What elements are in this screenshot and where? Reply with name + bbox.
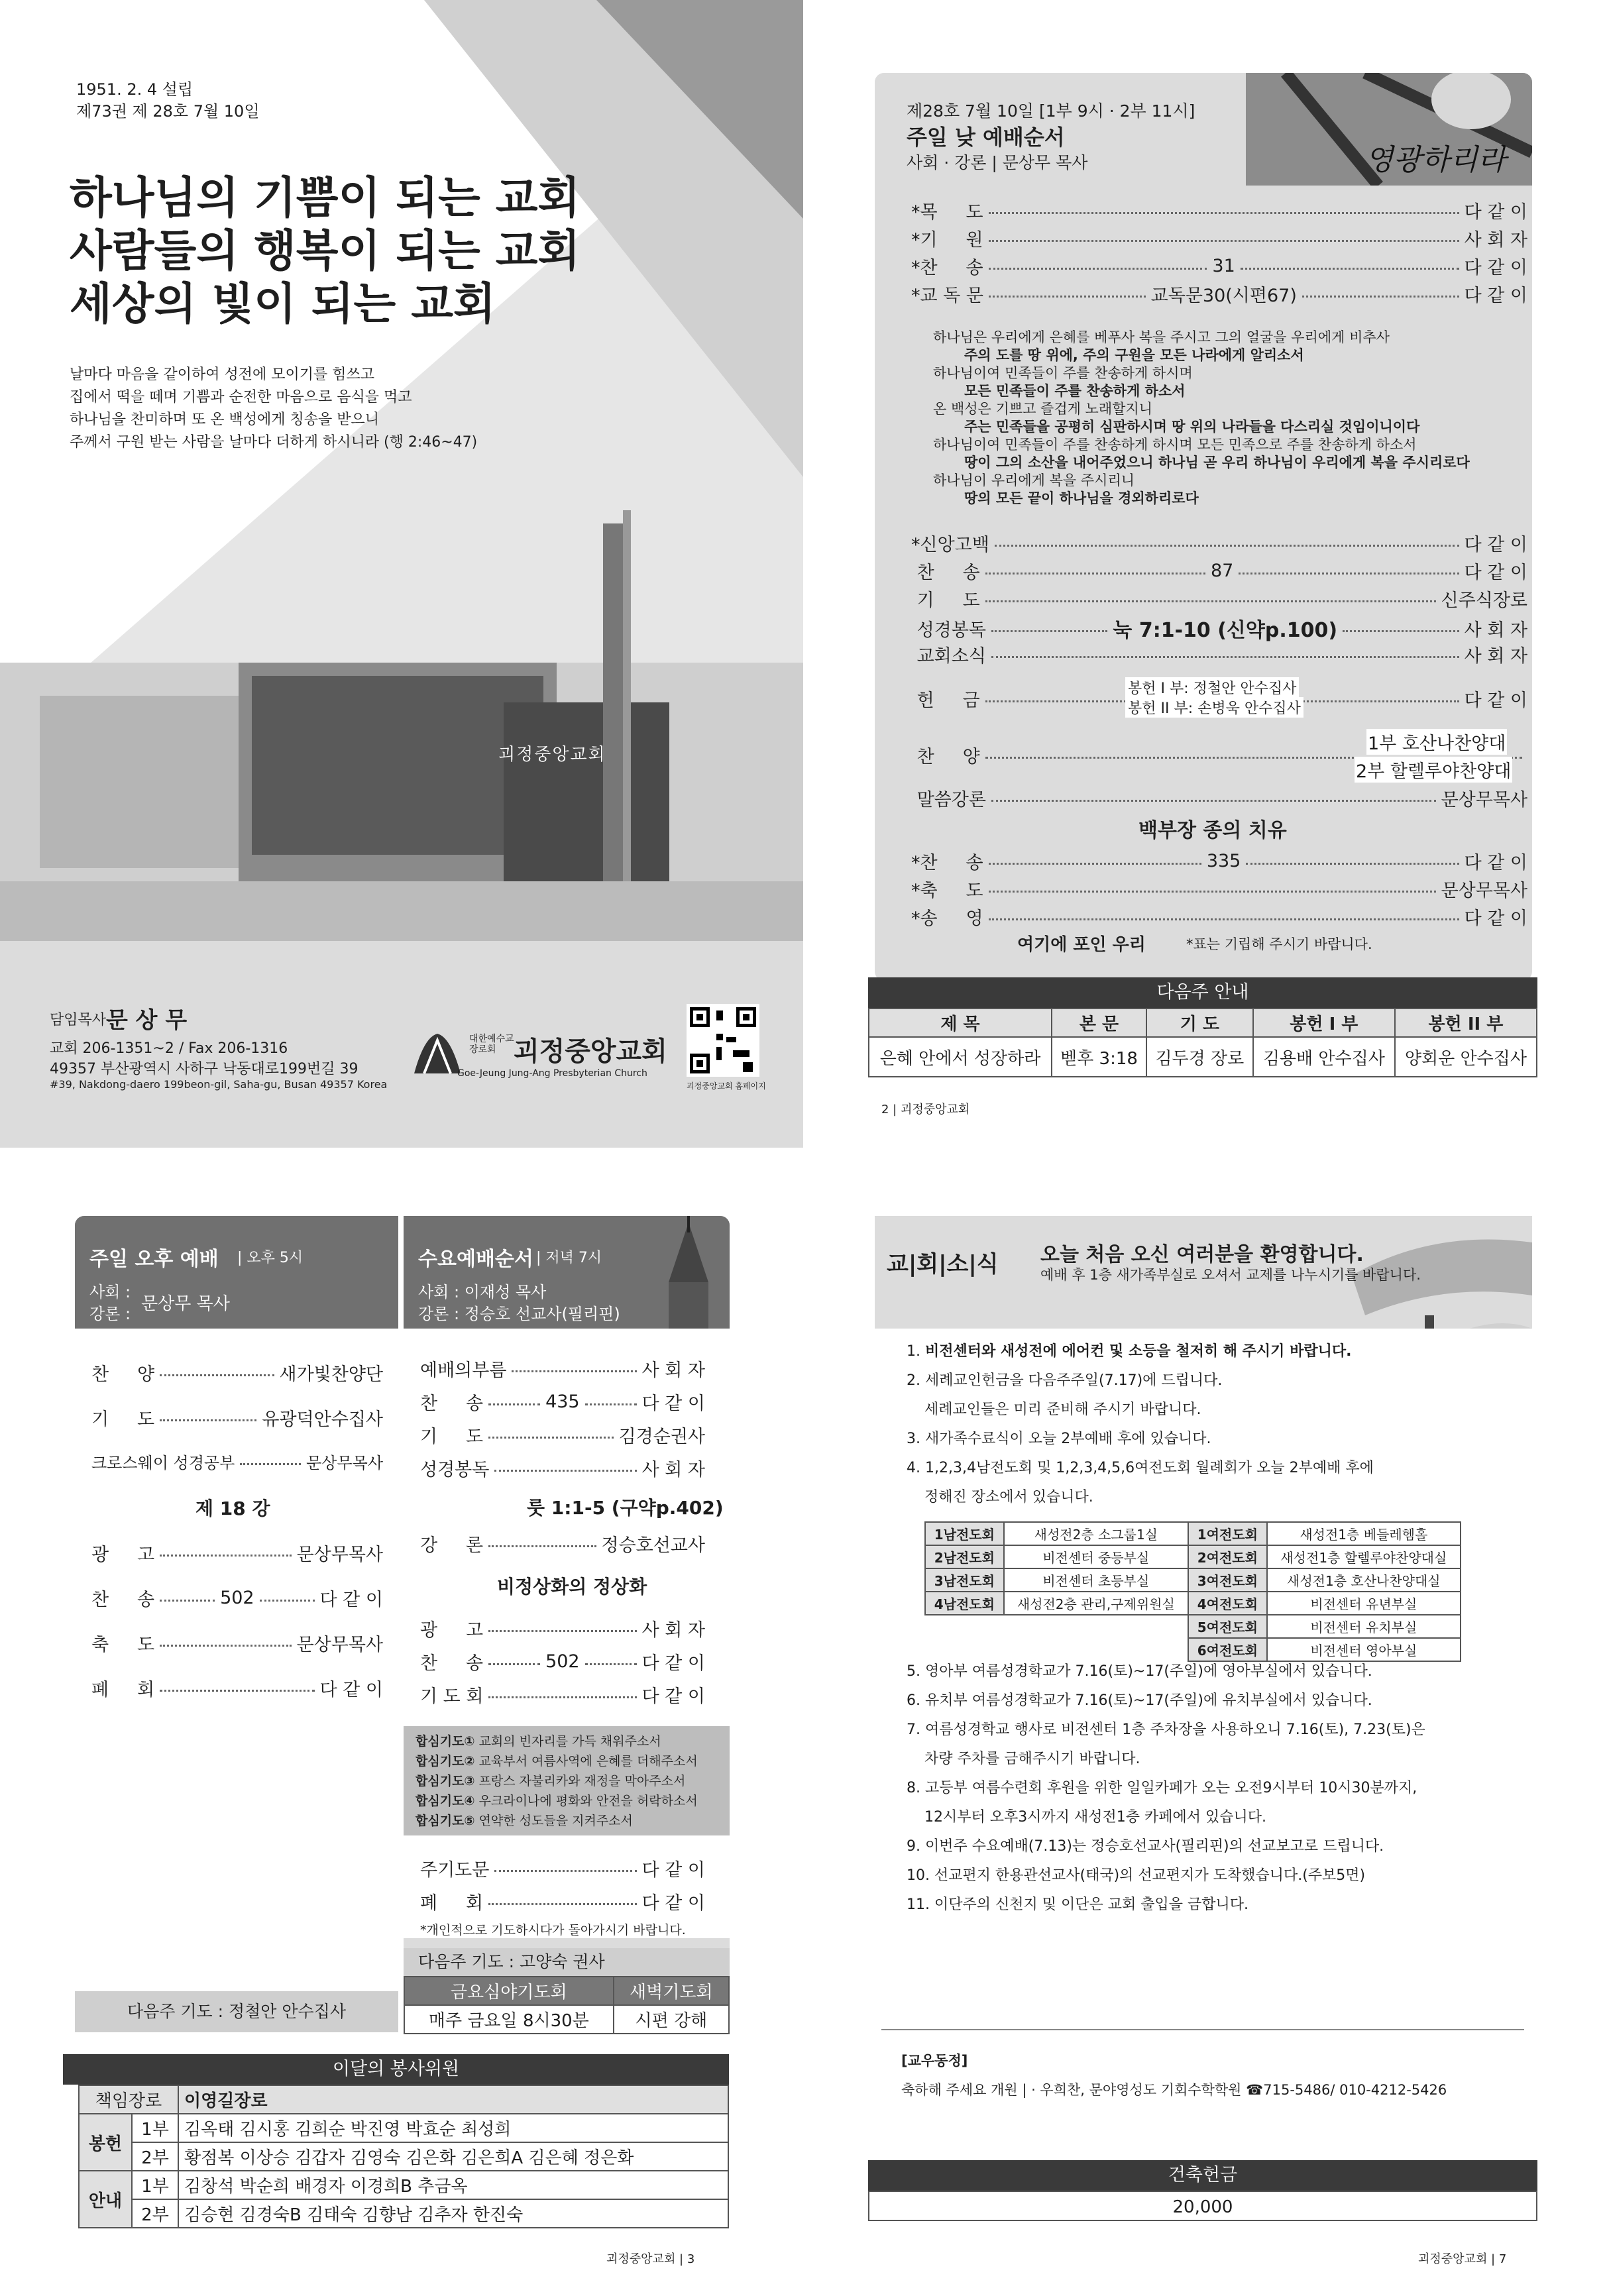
servants-names: 김승현 김경숙B 김태숙 김향남 김추자 한진숙 — [178, 2199, 728, 2228]
founded-date: 1951. 2. 4 설립 — [76, 80, 194, 99]
servants-part: 1부 — [132, 2114, 178, 2142]
order-title: 주일 낮 예배순서 — [907, 125, 1065, 150]
wednesday-item: 폐 회 다 같 이 — [420, 1893, 705, 1914]
servants-part: 2부 — [132, 2142, 178, 2171]
logo-small-text: 대한예수교 장로회 — [469, 1034, 514, 1055]
verse-line-1: 날마다 마음을 같이하여 성전에 모이기를 힘쓰고 — [70, 366, 375, 383]
servants-names: 김창석 박순희 배경자 이경희B 추금옥 — [178, 2171, 728, 2199]
order-item-scripture: 성경봉독 눅 7:1-10 (신약p.100) 사 회 자 — [911, 619, 1528, 642]
servants-title: 이달의 봉사위원 — [332, 2059, 460, 2079]
wednesday-item: 기 도 회 다 같 이 — [420, 1686, 705, 1707]
afternoon-item: 찬 송 502 다 같 이 — [91, 1588, 384, 1610]
next-week-table — [868, 1008, 1537, 1077]
meeting-cell: 3여전도회 — [1188, 1568, 1267, 1592]
slogan-2: 사람들의 행복이 되는 교회 — [70, 225, 581, 276]
afternoon-next-prayer-bar — [75, 1991, 398, 2032]
meeting-cell: 비전센터 영아부실 — [1267, 1638, 1461, 1661]
prayer-table-header: 새벽기도회 — [614, 1977, 729, 2005]
welcome-sub: 예배 후 1층 새가족부실로 오셔서 교제를 나누시기를 바랍니다. — [1040, 1267, 1421, 1283]
issue-volume: 제73권 제 28호 7월 10일 — [76, 102, 260, 121]
wednesday-item: 강 론 정승호선교사 — [420, 1535, 705, 1556]
servants-lead: 이영길장로 — [178, 2085, 728, 2114]
order-item-offering: 헌 금 다 같 이 — [911, 690, 1527, 711]
servants-group: 안내 — [79, 2171, 132, 2228]
servants-names: 김옥태 김시홍 김희순 박진영 박효순 최성희 — [178, 2114, 728, 2142]
wednesday-item: 찬 송 435 다 같 이 — [420, 1392, 706, 1414]
next-week-header — [868, 977, 1537, 1008]
wednesday-item: 기 도 김경순권사 — [420, 1427, 705, 1447]
afternoon-title: 주일 오후 예배 — [89, 1248, 219, 1271]
afternoon-speaker-label: 강론 : — [89, 1305, 131, 1323]
order-item-invocation-silence: *목 도 다 같 이 — [911, 202, 1527, 223]
meeting-cell: 비전센터 초등부실 — [1004, 1568, 1188, 1592]
afternoon-next-prayer: 다음주 기도 : 정철안 안수집사 — [127, 2002, 346, 2021]
reading-line: 온 백성은 기쁘고 즐겁게 노래할지니 — [933, 401, 1152, 417]
order-item-news: 교회소식 사 회 자 — [911, 646, 1527, 667]
meeting-cell: 비전센터 유년부실 — [1267, 1592, 1461, 1615]
order-footer-note: *표는 기립해 주시기 바랍니다. — [1186, 936, 1372, 952]
servants-group: 봉헌 — [79, 2114, 132, 2171]
prayer-item: 합심기도④ 우크라이나에 평화와 안전을 허락하소서 — [416, 1794, 698, 1808]
wednesday-item: 주기도문 다 같 이 — [420, 1860, 705, 1881]
church-logo-icon — [411, 1030, 464, 1077]
wednesday-item: 성경봉독 사 회 자 — [420, 1460, 705, 1480]
prayer-table-value: 매주 금요일 8시30분 — [404, 2005, 614, 2034]
news-item: 7. 여름성경학교 행사로 비전센터 1층 주차장을 사용하오니 7.16(토), 7.23(토)은 — [907, 1722, 1425, 1738]
meeting-cell: 1남전도회 — [925, 1522, 1004, 1545]
page-label: 괴정중앙교회 | 3 — [606, 2252, 695, 2266]
news-item: 차량 주차를 금해주시기 바랍니다. — [924, 1751, 1140, 1767]
meeting-cell: 새성전1층 베들레헴홀 — [1267, 1522, 1461, 1545]
prayer-item: 합심기도③ 프랑스 자불리카와 재정을 막아주소서 — [416, 1774, 686, 1788]
qr-code-icon[interactable] — [687, 1004, 759, 1077]
logo-en: Goe-Jeung Jung-Ang Presbyterian Church — [457, 1068, 647, 1079]
reading-line: 주의 도를 땅 위에, 주의 구원을 모든 나라에게 알리소서 — [964, 347, 1304, 363]
church-phone: 교회 206-1351~2 / Fax 206-1316 — [50, 1040, 288, 1057]
order-item-benediction: *축 도 문상무목사 — [911, 881, 1527, 901]
meeting-cell: 비전센터 중등부실 — [1004, 1545, 1188, 1568]
news-title: 교|회|소|식 — [887, 1251, 999, 1278]
order-footer: 여기에 포인 우리 — [1017, 935, 1146, 955]
servants-names: 황점복 이상승 김갑자 김영숙 김은화 김은희A 김은혜 정은화 — [178, 2142, 728, 2171]
wednesday-time: | 저녁 7시 — [536, 1250, 602, 1266]
meeting-cell: 3남전도회 — [925, 1568, 1004, 1592]
building-fund-amount: 20,000 — [1172, 2197, 1233, 2217]
verse-line-2: 집에서 떡을 떼며 기쁨과 순전한 마음으로 음식을 먹고 — [70, 389, 412, 406]
next-value: 김용배 안수집사 — [1253, 1037, 1395, 1077]
order-leaders: 사회 · 강론 | 문상무 목사 — [907, 153, 1088, 172]
church-address-en: #39, Nakdong-daero 199beon-gil, Saha-gu, Busan 49357 Korea — [50, 1078, 388, 1091]
order-item-hymn: 찬 송 87 다 같 이 — [911, 561, 1528, 583]
order-item-creed: *신앙고백 다 같 이 — [911, 535, 1527, 555]
afternoon-time: | 오후 5시 — [237, 1250, 304, 1266]
meeting-cell: 4여전도회 — [1188, 1592, 1267, 1615]
wednesday-item: 찬 송 502 다 같 이 — [420, 1651, 706, 1674]
servants-header — [63, 2054, 729, 2085]
news-item: 3. 새가족수료식이 오늘 2부예배 후에 있습니다. — [907, 1431, 1211, 1447]
servants-part: 1부 — [132, 2171, 178, 2199]
church-spire-icon — [649, 1216, 730, 1329]
building-fund-header — [868, 2160, 1537, 2191]
meeting-cell: 새성전1층 할렐루야찬양대실 — [1267, 1545, 1461, 1568]
welcome-title: 오늘 처음 오신 여러분을 환영합니다. — [1040, 1243, 1364, 1266]
news-item: 10. 선교편지 한용관선교사(태국)의 선교편지가 도착했습니다.(주보5면) — [907, 1867, 1366, 1884]
wednesday-next-prayer-bar — [404, 1948, 730, 1976]
qr-caption: 괴정중앙교회 홈페이지 — [687, 1081, 766, 1091]
wednesday-note: *개인적으로 기도하시다가 돌아가시기 바랍니다. — [420, 1923, 686, 1938]
verse-line-4: 주께서 구원 받는 사람을 날마다 더하게 하시니라 (행 2:46~47) — [70, 434, 478, 451]
reading-line: 하나님이 우리에게 복을 주시리니 — [933, 472, 1135, 488]
church-logo: 괴정중앙교회 — [514, 1036, 667, 1067]
next-header: 봉헌 I 부 — [1253, 1009, 1395, 1037]
afternoon-item: 크로스웨이 성경공부 문상무목사 — [91, 1454, 383, 1472]
next-header: 기 도 — [1146, 1009, 1253, 1037]
afternoon-lesson: 제 18 강 — [195, 1498, 270, 1519]
news-divider — [881, 2029, 1524, 2030]
page-label: 2 | 괴정중앙교회 — [881, 1103, 970, 1117]
offering-line-2: 봉헌 II 부: 손병욱 안수집사 — [1125, 697, 1303, 718]
wednesday-host: 사회 : 이재성 목사 — [418, 1283, 547, 1301]
members-news: 축하해 주세요 개원 | · 우희찬, 문야영성도 기회수학학원 ☎715-5486/ 010-4212-5426 — [901, 2082, 1447, 2098]
members-label: [교우동정] — [901, 2053, 968, 2069]
afternoon-item: 찬 양 새가빛찬양단 — [91, 1364, 383, 1385]
reading-line: 하나님이여 민족들이 주를 찬송하게 하시며 모든 민족으로 주를 찬송하게 하소서 — [933, 437, 1417, 453]
meeting-cell: 비전센터 유치부실 — [1267, 1615, 1461, 1638]
afternoon-item: 폐 회 다 같 이 — [91, 1680, 383, 1700]
news-item: 세례교인들은 미리 준비해 주시기 바랍니다. — [924, 1401, 1201, 1418]
next-value: 양회운 안수집사 — [1395, 1037, 1537, 1077]
issue-header: 제28호 7월 10일 [1부 9시 · 2부 11시] — [907, 101, 1195, 121]
cover-panel — [0, 0, 803, 1148]
afternoon-host-label: 사회 : — [89, 1283, 131, 1301]
building-fund-row — [868, 2191, 1537, 2221]
wednesday-speaker: 강론 : 정승호 선교사(필리핀) — [418, 1305, 620, 1323]
reading-line: 땅이 그의 소산을 내어주었으니 하나님 곧 우리 하나님이 우리에게 복을 주시리로다 — [964, 455, 1470, 470]
news-item: 2. 세례교인헌금을 다음주주일(7.17)에 드립니다. — [907, 1372, 1223, 1389]
next-header: 본 문 — [1052, 1009, 1146, 1037]
order-item-hymn: *찬 송 335 다 같 이 — [911, 851, 1528, 873]
meeting-cell: 2남전도회 — [925, 1545, 1004, 1568]
afternoon-item: 기 도 유광덕안수집사 — [91, 1409, 383, 1430]
news-item: 9. 이번주 수요예배(7.13)는 정승호선교사(필리핀)의 선교보고로 드립니다. — [907, 1838, 1384, 1855]
meeting-cell: 5여전도회 — [1188, 1615, 1267, 1638]
next-header: 봉헌 II 부 — [1395, 1009, 1537, 1037]
choir-line-2: 2부 할렐루야찬양대 — [1355, 757, 1512, 783]
wednesday-item: 광 고 사 회 자 — [420, 1620, 705, 1641]
meeting-cell: 6여전도회 — [1188, 1638, 1267, 1661]
next-week-title: 다음주 안내 — [1156, 982, 1249, 1003]
afternoon-panel — [75, 1216, 398, 2032]
verse-line-3: 하나님을 찬미하며 또 온 백성에게 칭송을 받으니 — [70, 411, 380, 428]
slogan-1: 하나님의 기쁨이 되는 교회 — [70, 172, 581, 223]
script-title: 영광하리라 — [1365, 143, 1506, 177]
reading-line: 땅의 모든 끝이 하나님을 경외하리로다 — [964, 490, 1199, 506]
next-value: 벧후 3:18 — [1052, 1037, 1146, 1077]
building-sign: 괴정중앙교회 — [498, 745, 606, 765]
order-item-choir: 찬 양 — [911, 742, 1527, 768]
meeting-cell: 새성전2층 관리,구제위원실 — [1004, 1592, 1188, 1615]
afternoon-item: 광 고 문상무목사 — [91, 1545, 383, 1565]
order-item-sermon: 말씀강론 문상무목사 — [911, 790, 1527, 810]
pastor-name: 문 상 무 — [106, 1007, 188, 1034]
reading-line: 하나님이여 민족들이 주를 찬송하게 하시며 — [933, 365, 1193, 381]
order-item-prayer: 기 도 신주식장로 — [911, 590, 1527, 611]
meeting-cell: 2여전도회 — [1188, 1545, 1267, 1568]
order-item-hymn: *찬 송 31 다 같 이 — [911, 256, 1528, 278]
meeting-cell: 새성전1층 호산나찬양대실 — [1267, 1568, 1461, 1592]
news-item: 1. 비전센터와 새성전에 에어컨 및 소등을 철저히 해 주시기 바랍니다. — [907, 1343, 1352, 1360]
wednesday-next-prayer: 다음주 기도 : 고양숙 권사 — [418, 1952, 605, 1971]
next-header: 제 목 — [869, 1009, 1052, 1037]
wednesday-item: 예배의부름 사 회 자 — [420, 1360, 705, 1381]
news-item: 8. 고등부 여름수련회 후원을 위한 일일카페가 오는 오전9시부터 10시30분까지, — [907, 1780, 1417, 1796]
sermon-title: 백부장 종의 치유 — [1138, 819, 1287, 842]
prayer-table-header: 금요심야기도회 — [404, 1977, 614, 2005]
news-item: 12시부터 오후3시까지 새성전1층 카페에서 있습니다. — [924, 1809, 1266, 1826]
servants-table — [78, 2085, 729, 2228]
wednesday-title: 수요예배순서 — [418, 1248, 533, 1271]
meeting-cell: 4남전도회 — [925, 1592, 1004, 1615]
afternoon-item: 축 도 문상무목사 — [91, 1635, 383, 1655]
church-address: 49357 부산광역시 사하구 낙동대로199번길 39 — [50, 1061, 359, 1077]
next-value: 은혜 안에서 성장하라 — [869, 1037, 1052, 1077]
news-item: 11. 이단주의 신천지 및 이단은 교회 출입을 금합니다. — [907, 1896, 1248, 1913]
news-item: 4. 1,2,3,4남전도회 및 1,2,3,4,5,6여전도회 월례회가 오늘 2부예배 후에 — [907, 1460, 1374, 1476]
meeting-cell: 1여전도회 — [1188, 1522, 1267, 1545]
meeting-places-table — [924, 1521, 1461, 1662]
servants-lead-label: 책임장로 — [79, 2085, 178, 2114]
meeting-cell: 새성전2층 소그룹1실 — [1004, 1522, 1188, 1545]
pastor-label: 담임목사 — [50, 1012, 107, 1028]
prayer-item: 합심기도⑤ 연약한 성도들을 지켜주소서 — [416, 1814, 633, 1828]
building-fund-title: 건축헌금 — [1168, 2165, 1238, 2185]
reading-line: 하나님은 우리에게 은혜를 베푸사 복을 주시고 그의 얼굴을 우리에게 비추사 — [933, 329, 1390, 345]
next-value: 김두경 장로 — [1146, 1037, 1253, 1077]
slogan-3: 세상의 빛이 되는 교회 — [70, 278, 496, 329]
prayer-table-value: 시편 강해 — [614, 2005, 729, 2034]
order-item-responsive: *교 독 문 교독문30(시편67) 다 같 이 — [911, 286, 1528, 306]
news-item: 5. 영아부 여름성경학교가 7.16(토)~17(주일)에 영아부실에서 있습니다. — [907, 1663, 1372, 1680]
prayer-item: 합심기도② 교육부서 여름사역에 은혜를 더해주소서 — [416, 1754, 698, 1769]
servants-part: 2부 — [132, 2199, 178, 2228]
wednesday-scripture: 룻 1:1-5 (구약p.402) — [527, 1497, 724, 1519]
page-label: 괴정중앙교회 | 7 — [1418, 2252, 1507, 2266]
order-item-invocation: *기 원 사 회 자 — [911, 230, 1527, 250]
prayer-item: 합심기도① 교회의 빈자리를 가득 채워주소서 — [416, 1734, 661, 1749]
reading-line: 모든 민족들이 주를 찬송하게 하소서 — [964, 383, 1186, 399]
choir-line-1: 1부 호산나찬양대 — [1366, 729, 1507, 755]
reading-line: 주는 민족들을 공평히 심판하시며 땅 위의 나라들을 다스리실 것임이니이다 — [964, 419, 1420, 435]
order-item-doxology: *송 영 다 같 이 — [911, 908, 1527, 929]
wednesday-sermon-title: 비정상화의 정상화 — [497, 1576, 647, 1598]
news-item: 6. 유치부 여름성경학교가 7.16(토)~17(주일)에 유치부실에서 있습니다. — [907, 1692, 1372, 1709]
prayer-meeting-table — [404, 1976, 730, 2034]
news-item: 정해진 장소에서 있습니다. — [924, 1489, 1093, 1505]
offering-line-1: 봉헌 I 부: 정철안 안수집사 — [1125, 677, 1299, 698]
afternoon-leader: 문상무 목사 — [141, 1294, 230, 1314]
